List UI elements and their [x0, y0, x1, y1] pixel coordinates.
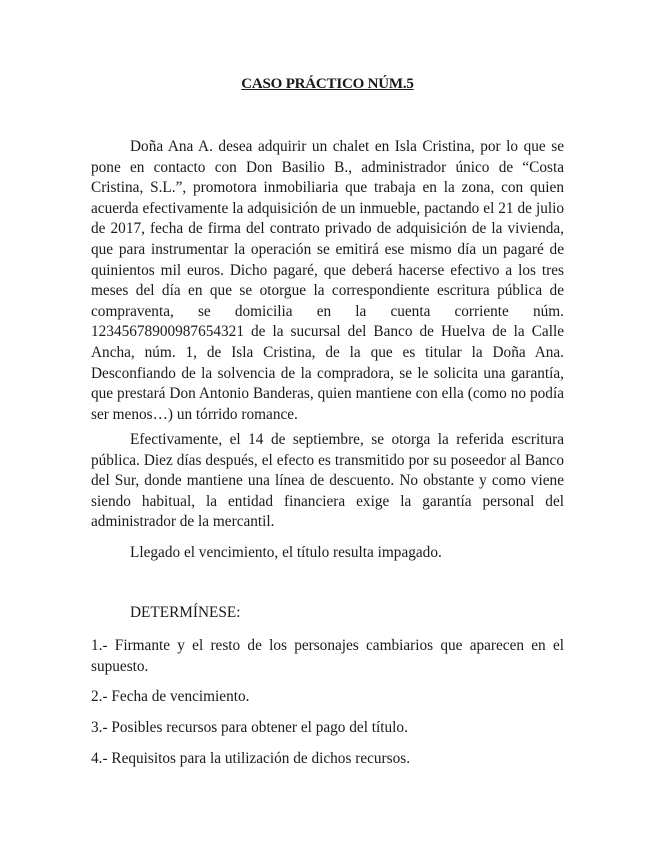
question-2: 2.- Fecha de vencimiento. — [91, 688, 250, 705]
paragraph-1 — [91, 137, 564, 425]
document-title: CASO PRÁCTICO NÚM.5 — [241, 76, 414, 92]
paragraph-3-text: Llegado el vencimiento, el título resulta impagado. — [130, 544, 442, 561]
question-4: 4.- Requisitos para la utilización de dichos recursos. — [91, 750, 411, 767]
paragraph-2 — [91, 430, 564, 533]
question-1: 1.- Firmante y el resto de los personajes cambiarios que aparecen en el supuesto. — [91, 637, 564, 675]
question-3: 3.- Posibles recursos para obtener el pago del título. — [91, 719, 408, 736]
paragraph-3 — [91, 543, 564, 564]
paragraph-1-text: Doña Ana A. desea adquirir un chalet en Isla Cristina, por lo que se pone en contacto con Don Basilio B., administrador único de “Costa Cristina, S.L.”, promotora inmobiliaria que trabaja en la zona, con quien acuerda efectivamente la adquisición de un inmueble, pactando el 21 de julio de 2017, fecha de firma del contrato privado de adquisición de la vivienda, que para instrumentar la operación se emitirá ese mismo día un pagaré de quinientos mil euros. Dicho pagaré, que deberá hacerse efectivo a los tres meses del día en que se otorgue la correspondiente escritura pública de compraventa, se domicilia en la cuenta corriente núm. 12345678900987654321 de la sucursal del Banco de Huelva de la Calle Ancha, núm. 1, de Isla Cristina, de la que es titular la Doña Ana. Desconfiando de la solvencia de la compradora, se le solicita una garantía, que prestará Don Antonio Banderas, quien mantiene con ella (como no podía ser menos…) un tórrido romance. — [91, 138, 564, 423]
section-heading-text: DETERMÍNESE: — [130, 604, 241, 621]
section-heading — [91, 603, 564, 624]
paragraph-2-text: Efectivamente, el 14 de septiembre, se otorga la referida escritura pública. Diez días después, el efecto es transmitido por su poseedor al Banco del Sur, donde mantiene una línea de descuento. No obstante y como viene siendo habitual, la entidad financiera exige la garantía personal del administrador de la mercantil. — [91, 431, 564, 531]
